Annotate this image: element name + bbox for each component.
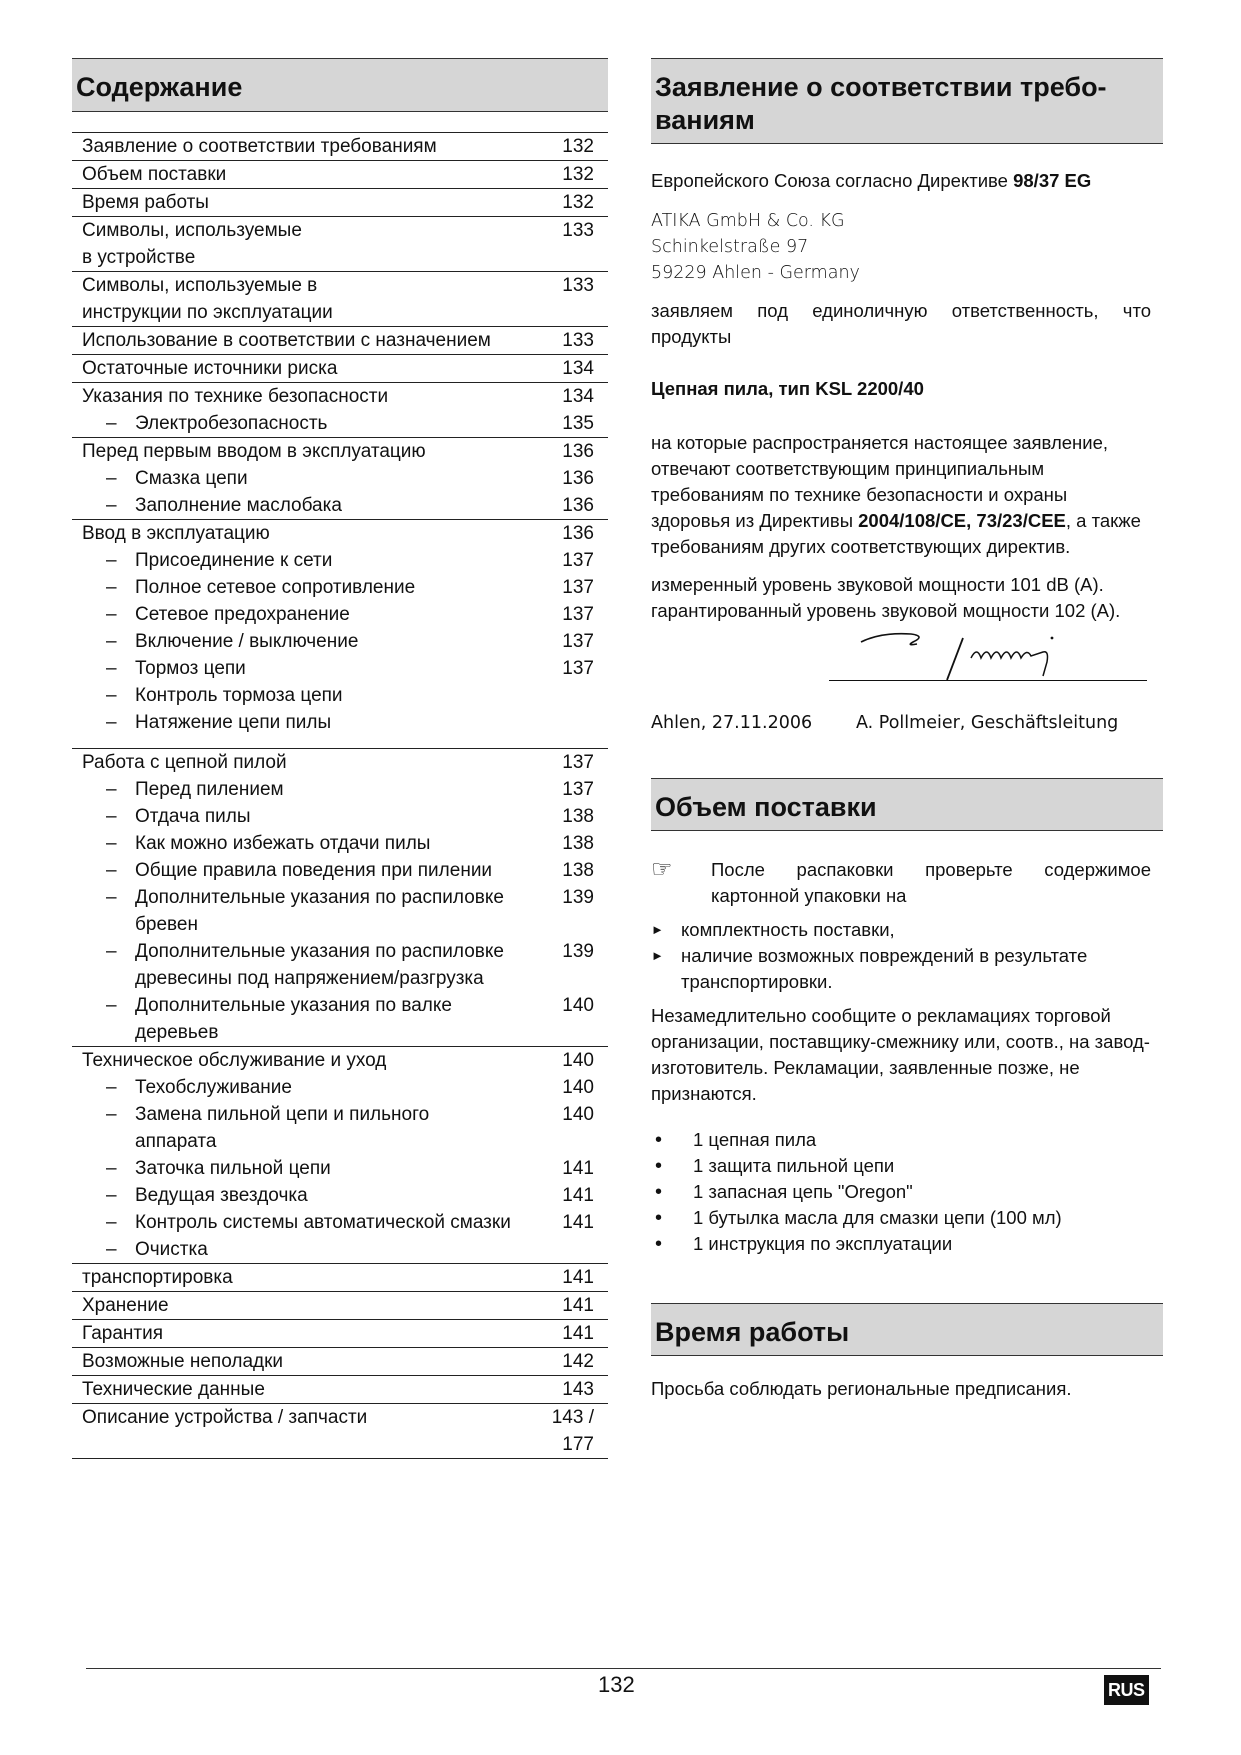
delivery-item-text: 1 защита пильной цепи xyxy=(693,1155,895,1176)
bullet-icon: • xyxy=(655,1207,663,1229)
toc-subheading xyxy=(82,1128,534,1155)
toc-page-number: 137 xyxy=(562,779,594,800)
toc-heading xyxy=(82,161,534,188)
dash-bullet-icon: – xyxy=(106,995,117,1016)
pointing-hand-icon: ☞ xyxy=(651,856,673,883)
toc-subheading xyxy=(82,803,534,830)
toc-page-number: 140 xyxy=(562,1104,594,1125)
toc-entry xyxy=(72,326,608,354)
dash-bullet-icon: – xyxy=(106,1212,117,1233)
toc-page-number: 138 xyxy=(562,860,594,881)
conformity-text xyxy=(651,430,1151,560)
arrow-bullet-icon: ► xyxy=(651,948,664,963)
toc-entry-pages xyxy=(534,355,608,382)
toc-title-text: Электробезопасность xyxy=(135,413,328,434)
working-time-text: Просьба соблюдать региональные предписания. xyxy=(651,1378,1072,1399)
toc-page-number: 133 xyxy=(562,275,594,296)
toc-subheading xyxy=(82,1074,534,1101)
dash-bullet-icon: – xyxy=(106,413,117,434)
toc-page-number: 136 xyxy=(562,441,594,462)
toc-page-number: 138 xyxy=(562,833,594,854)
check-text: наличие возможных повреждений в результате транспортировки. xyxy=(681,945,1088,992)
sound-guaranteed-value: 102 (A). xyxy=(1054,600,1121,621)
toc-page-number: 137 xyxy=(562,577,594,598)
dash-bullet-icon: – xyxy=(106,658,117,679)
toc-title-text: Время работы xyxy=(82,192,209,213)
dash-bullet-icon: – xyxy=(106,631,117,652)
toc-title-text: транспортировка xyxy=(82,1267,233,1288)
toc-heading xyxy=(82,244,534,271)
signature-area xyxy=(651,624,1163,706)
toc-page-number: 136 xyxy=(562,495,594,516)
toc-entry xyxy=(72,1319,608,1347)
dash-bullet-icon: – xyxy=(106,495,117,516)
toc-heading xyxy=(82,438,534,465)
address-line: ATIKA GmbH & Co. KG xyxy=(651,211,845,231)
toc-title-text: Работа с цепной пилой xyxy=(82,752,287,773)
toc-page-number: 136 xyxy=(562,468,594,489)
toc-entry-pages xyxy=(534,133,608,160)
toc-entry xyxy=(72,271,608,326)
dash-bullet-icon: – xyxy=(106,685,117,706)
conformity-text-a: на которые распространяется настоящее заявление, отвечают соответствующим принципиальным требованиям по технике безопасности и охраны здоровья из Директивы xyxy=(651,432,1109,531)
dash-bullet-icon: – xyxy=(106,860,117,881)
toc-title-text: Заявление о соответствии требованиям xyxy=(82,136,437,157)
toc-page-number: 136 xyxy=(562,523,594,544)
dash-bullet-icon: – xyxy=(106,1185,117,1206)
toc-page-number: 138 xyxy=(562,806,594,827)
toc-heading xyxy=(82,299,534,326)
toc-subheading xyxy=(82,1155,534,1182)
toc-entry-pages xyxy=(534,383,608,437)
delivery-item-text: 1 бутылка масла для смазки цепи (100 мл) xyxy=(693,1207,1062,1228)
toc-subheading xyxy=(82,628,534,655)
dash-bullet-icon: – xyxy=(106,1158,117,1179)
toc-subheading xyxy=(82,911,534,938)
toc-entry-titles xyxy=(72,1320,534,1347)
toc-title-text: Возможные неполадки xyxy=(82,1351,284,1372)
toc-page-number: 134 xyxy=(562,358,594,379)
toc-subheading xyxy=(82,857,534,884)
dash-bullet-icon: – xyxy=(106,1239,117,1260)
toc-entry-pages xyxy=(534,272,608,326)
toc-subheading xyxy=(82,884,534,911)
conformity-directives: 2004/108/CE, 73/23/CEE xyxy=(858,510,1066,531)
toc-subheading xyxy=(82,492,534,519)
toc-entry-titles xyxy=(72,272,534,326)
toc-title-text: Полное сетевое сопротивление xyxy=(135,577,416,598)
list-item xyxy=(651,1179,1163,1205)
toc-subheading xyxy=(82,965,534,992)
toc-entry xyxy=(72,132,608,160)
list-item xyxy=(651,943,1163,995)
toc-entry xyxy=(72,1263,608,1291)
toc-title-text: Ведущая звездочка xyxy=(135,1185,308,1206)
toc-page-number: 143 / xyxy=(551,1407,594,1428)
toc-page-number: 137 xyxy=(562,604,594,625)
toc-subheading xyxy=(82,1101,534,1128)
toc-title-text: Символы, используемые в xyxy=(82,275,318,296)
toc-entry-pages xyxy=(534,327,608,354)
delivery-item-text: 1 запасная цепь "Oregon" xyxy=(693,1181,913,1202)
toc-entry-pages xyxy=(534,1047,608,1263)
conformity-text-b: , а также требованиям других соответствующих директив. xyxy=(651,510,1141,557)
toc-subheading xyxy=(82,574,534,601)
toc-page-number: 141 xyxy=(562,1185,594,1206)
address-line: 59229 Ahlen - Germany xyxy=(651,263,860,283)
toc-title-text: Сетевое предохранение xyxy=(135,604,350,625)
delivery-title: Объем поставки xyxy=(651,778,1163,831)
toc-entry-pages xyxy=(534,1348,608,1375)
place-date: Ahlen, 27.11.2006 xyxy=(651,713,813,733)
toc-subheading xyxy=(82,655,534,682)
toc-heading xyxy=(82,1264,534,1291)
toc-subheading xyxy=(82,776,534,803)
dash-bullet-icon: – xyxy=(106,887,117,908)
toc-heading xyxy=(82,272,534,299)
toc-title-text: Дополнительные указания по распиловке xyxy=(135,941,504,962)
toc-title-text: Ввод в эксплуатацию xyxy=(82,523,270,544)
list-item xyxy=(651,1205,1163,1231)
toc-page-number: 177 xyxy=(562,1434,594,1455)
toc-title-text: Включение / выключение xyxy=(135,631,359,652)
toc-title-text: бревен xyxy=(135,914,198,935)
toc-page-number: 142 xyxy=(562,1351,594,1372)
toc-heading xyxy=(82,1292,534,1319)
toc-title-text: древесины под напряжением/разгрузка xyxy=(135,968,484,989)
toc-entry-pages xyxy=(534,520,608,736)
declaration-title-line2: ваниям xyxy=(655,105,755,135)
toc-entry xyxy=(72,748,608,1046)
toc-title-text: Заполнение маслобака xyxy=(135,495,342,516)
toc-entry xyxy=(72,1347,608,1375)
toc-page-number: 137 xyxy=(562,550,594,571)
toc-title-text: Дополнительные указания по валке xyxy=(135,995,452,1016)
product-label: Цепная пила, тип xyxy=(651,378,816,399)
dash-bullet-icon: – xyxy=(106,1077,117,1098)
toc-title-text: Заточка пильной цепи xyxy=(135,1158,331,1179)
toc-page-number: 139 xyxy=(562,941,594,962)
working-time-title: Время работы xyxy=(651,1303,1163,1356)
toc-page-number: 132 xyxy=(562,192,594,213)
delivery-items xyxy=(651,1127,1163,1257)
sound-levels xyxy=(651,572,1151,624)
toc-page-number xyxy=(534,911,594,938)
toc-entry-titles xyxy=(72,189,534,216)
toc-title-text: аппарата xyxy=(135,1131,217,1152)
toc-title-text: Указания по технике безопасности xyxy=(82,386,389,407)
toc-entry-pages xyxy=(534,438,608,519)
unpacking-note xyxy=(651,857,1151,909)
toc-page-number xyxy=(534,1128,594,1155)
toc-title-text: Очистка xyxy=(135,1239,208,1260)
toc-page-number: 141 xyxy=(562,1295,594,1316)
toc-page-number: 137 xyxy=(562,752,594,773)
toc-entry xyxy=(72,519,608,748)
toc-heading xyxy=(82,133,534,160)
list-item xyxy=(651,1127,1163,1153)
toc-heading xyxy=(82,189,534,216)
unpacking-note-text: После распаковки проверьте содержимое картонной упаковки на xyxy=(711,859,1151,906)
content-column xyxy=(651,58,1163,1402)
declaration-title xyxy=(651,58,1163,144)
toc-title-text: Смазка цепи xyxy=(135,468,248,489)
toc-entry xyxy=(72,1403,608,1458)
toc-entry-pages xyxy=(534,1320,608,1347)
toc-page-number: 139 xyxy=(562,887,594,908)
toc-title-text: Гарантия xyxy=(82,1323,164,1344)
list-item xyxy=(651,1231,1163,1257)
toc-subheading xyxy=(82,465,534,492)
toc-entry-pages xyxy=(534,1376,608,1403)
toc-heading xyxy=(82,327,534,354)
dash-bullet-icon: – xyxy=(106,806,117,827)
bullet-icon: • xyxy=(655,1181,663,1203)
toc-title-text: Описание устройства / запчасти xyxy=(82,1407,368,1428)
toc-entry-titles xyxy=(72,1047,534,1263)
signature-caption xyxy=(651,710,1163,736)
bullet-icon: • xyxy=(655,1129,663,1151)
dash-bullet-icon: – xyxy=(106,779,117,800)
bullet-icon: • xyxy=(655,1155,663,1177)
toc-subheading xyxy=(82,1236,534,1263)
toc-page-number: 133 xyxy=(562,220,594,241)
language-badge: RUS xyxy=(1104,1675,1149,1705)
toc-entry xyxy=(72,1375,608,1403)
manufacturer-address xyxy=(651,208,1163,286)
toc-entry-titles xyxy=(72,133,534,160)
toc-title: Содержание xyxy=(72,58,608,112)
toc-subheading xyxy=(82,547,534,574)
toc-page-number: 132 xyxy=(562,136,594,157)
toc-page-number: 135 xyxy=(562,413,594,434)
dash-bullet-icon: – xyxy=(106,1104,117,1125)
toc-entry-pages xyxy=(534,161,608,188)
dash-bullet-icon: – xyxy=(106,604,117,625)
sound-measured-label: измеренный уровень звуковой мощности xyxy=(651,574,1011,595)
sound-measured-value: 101 dB (A). xyxy=(1010,574,1104,595)
toc-entry-pages xyxy=(534,749,608,1046)
toc-title-text: Как можно избежать отдачи пилы xyxy=(135,833,431,854)
toc-title-text: Замена пильной цепи и пильного xyxy=(135,1104,430,1125)
toc-entry xyxy=(72,1046,608,1263)
toc-entry-titles xyxy=(72,1264,534,1291)
toc-heading xyxy=(82,1320,534,1347)
toc-heading xyxy=(82,217,534,244)
dash-bullet-icon: – xyxy=(106,712,117,733)
toc-title-text: Перед первым вводом в эксплуатацию xyxy=(82,441,426,462)
toc-page-number: 133 xyxy=(562,330,594,351)
toc-entry-titles xyxy=(72,1348,534,1375)
toc-subheading xyxy=(82,1019,534,1046)
toc-title-text: Общие правила поведения при пилении xyxy=(135,860,493,881)
toc-title-text: Перед пилением xyxy=(135,779,284,800)
toc-entry xyxy=(72,160,608,188)
delivery-item-text: 1 цепная пила xyxy=(693,1129,817,1150)
toc-subheading xyxy=(82,1209,534,1236)
toc-subheading xyxy=(82,709,534,736)
toc-subheading xyxy=(82,410,534,437)
dash-bullet-icon: – xyxy=(106,941,117,962)
toc-heading xyxy=(82,1376,534,1403)
toc-entry-titles xyxy=(72,520,534,736)
dash-bullet-icon: – xyxy=(106,468,117,489)
toc-page-number: 141 xyxy=(562,1267,594,1288)
toc-entry-titles xyxy=(72,1292,534,1319)
check-list xyxy=(651,917,1163,995)
toc-entry-pages xyxy=(534,1404,608,1458)
toc-heading xyxy=(82,520,534,547)
toc-subheading xyxy=(82,601,534,628)
toc-entry-titles xyxy=(72,383,534,437)
toc-entry-pages xyxy=(534,1292,608,1319)
toc-page-number: 143 xyxy=(562,1379,594,1400)
toc-entry xyxy=(72,437,608,519)
toc-page-number: 141 xyxy=(562,1323,594,1344)
toc-title-text: Контроль тормоза цепи xyxy=(135,685,343,706)
toc-title-text: деревьев xyxy=(135,1022,219,1043)
dash-bullet-icon: – xyxy=(106,833,117,854)
toc-page-number: 140 xyxy=(562,1050,594,1071)
toc-entry-titles xyxy=(72,749,534,1046)
toc-title-text: Натяжение цепи пилы xyxy=(135,712,332,733)
sound-guaranteed-label: гарантированный уровень звуковой мощности xyxy=(651,600,1055,621)
toc-entry xyxy=(72,216,608,271)
footer-divider xyxy=(86,1668,1161,1669)
toc-title-text: Символы, используемые xyxy=(82,220,302,241)
toc-heading xyxy=(82,1348,534,1375)
toc-title-text: Остаточные источники риска xyxy=(82,358,338,379)
dash-bullet-icon: – xyxy=(106,550,117,571)
toc-title-text: Техобслуживание xyxy=(135,1077,292,1098)
toc-entry-titles xyxy=(72,1376,534,1403)
eu-directive-code: 98/37 EG xyxy=(1013,170,1092,191)
toc-subheading xyxy=(82,992,534,1019)
toc-page-number: 137 xyxy=(562,658,594,679)
delivery-item-text: 1 инструкция по эксплуатации xyxy=(693,1233,953,1254)
toc-entry-pages xyxy=(534,217,608,271)
list-item xyxy=(651,1153,1163,1179)
signatory: A. Pollmeier, Geschäftsleitung xyxy=(856,713,1119,733)
toc-title-text: Технические данные xyxy=(82,1379,265,1400)
responsibility-statement: заявляем под единоличную ответственность, что продукты xyxy=(651,300,1151,347)
toc-column xyxy=(72,58,608,1459)
toc-subheading xyxy=(82,830,534,857)
toc-entry xyxy=(72,1291,608,1319)
toc-title-text: Тормоз цепи xyxy=(135,658,246,679)
toc-title-text: Объем поставки xyxy=(82,164,227,185)
sound-guaranteed xyxy=(651,598,1151,624)
toc-heading xyxy=(82,749,534,776)
toc-entry-titles xyxy=(72,161,534,188)
page-number: 132 xyxy=(598,1672,635,1697)
dash-bullet-icon: – xyxy=(106,577,117,598)
arrow-bullet-icon: ► xyxy=(651,922,664,937)
toc-heading xyxy=(82,1047,534,1074)
signature-line xyxy=(829,680,1147,681)
check-text: комплектность поставки, xyxy=(681,919,895,940)
toc-title-text: Присоединение к сети xyxy=(135,550,333,571)
toc-entry xyxy=(72,382,608,437)
toc-title-text: Контроль системы автоматической смазки xyxy=(135,1212,511,1233)
product-type: KSL 2200/40 xyxy=(815,378,924,399)
toc-page-number: 134 xyxy=(562,386,594,407)
complaint-text: Незамедлительно сообщите о рекламациях торговой организации, поставщику-смежнику или, соотв., на завод-изготовитель. Рекламации, заявленные позже, не признаются. xyxy=(651,1005,1150,1104)
toc-page-number xyxy=(534,965,594,992)
toc-subheading xyxy=(82,1182,534,1209)
eu-directive-text: Европейского Союза согласно Директиве xyxy=(651,170,1014,191)
toc-entry-titles xyxy=(72,327,534,354)
toc-title-text: Хранение xyxy=(82,1295,169,1316)
eu-directive-line xyxy=(651,168,1163,194)
toc-subheading xyxy=(82,938,534,965)
toc-title-text: инструкции по эксплуатации xyxy=(82,302,333,323)
toc-heading xyxy=(82,1404,534,1431)
toc-entry xyxy=(72,188,608,216)
toc-entry-pages xyxy=(534,189,608,216)
toc-entry-titles xyxy=(72,355,534,382)
toc-heading xyxy=(82,355,534,382)
toc-entry-titles xyxy=(72,1404,534,1458)
toc-heading xyxy=(82,383,534,410)
toc-page-number: 137 xyxy=(562,631,594,652)
address-line: Schinkelstraße 97 xyxy=(651,237,809,257)
toc-table xyxy=(72,132,608,1459)
toc-entry xyxy=(72,354,608,382)
toc-title-text: Отдача пилы xyxy=(135,806,251,827)
toc-title-text: Техническое обслуживание и уход xyxy=(82,1050,387,1071)
toc-entry-titles xyxy=(72,438,534,519)
toc-page-number: 141 xyxy=(562,1212,594,1233)
toc-page-number: 141 xyxy=(562,1158,594,1179)
sound-measured xyxy=(651,572,1151,598)
toc-title-text: Дополнительные указания по распиловке xyxy=(135,887,504,908)
toc-page-number: 132 xyxy=(562,164,594,185)
toc-title-text: в устройстве xyxy=(82,247,196,268)
list-item xyxy=(651,917,1163,943)
toc-page-number: 140 xyxy=(562,1077,594,1098)
product-line xyxy=(651,376,1163,402)
bullet-icon: • xyxy=(655,1233,663,1255)
signature-image xyxy=(851,624,1121,684)
toc-entry-pages xyxy=(534,1264,608,1291)
toc-entry-titles xyxy=(72,217,534,271)
toc-title-text: Использование в соответствии с назначением xyxy=(82,330,491,351)
toc-subheading xyxy=(82,682,534,709)
toc-page-number: 140 xyxy=(562,995,594,1016)
declaration-title-line1: Заявление о соответствии требо- xyxy=(655,72,1107,102)
